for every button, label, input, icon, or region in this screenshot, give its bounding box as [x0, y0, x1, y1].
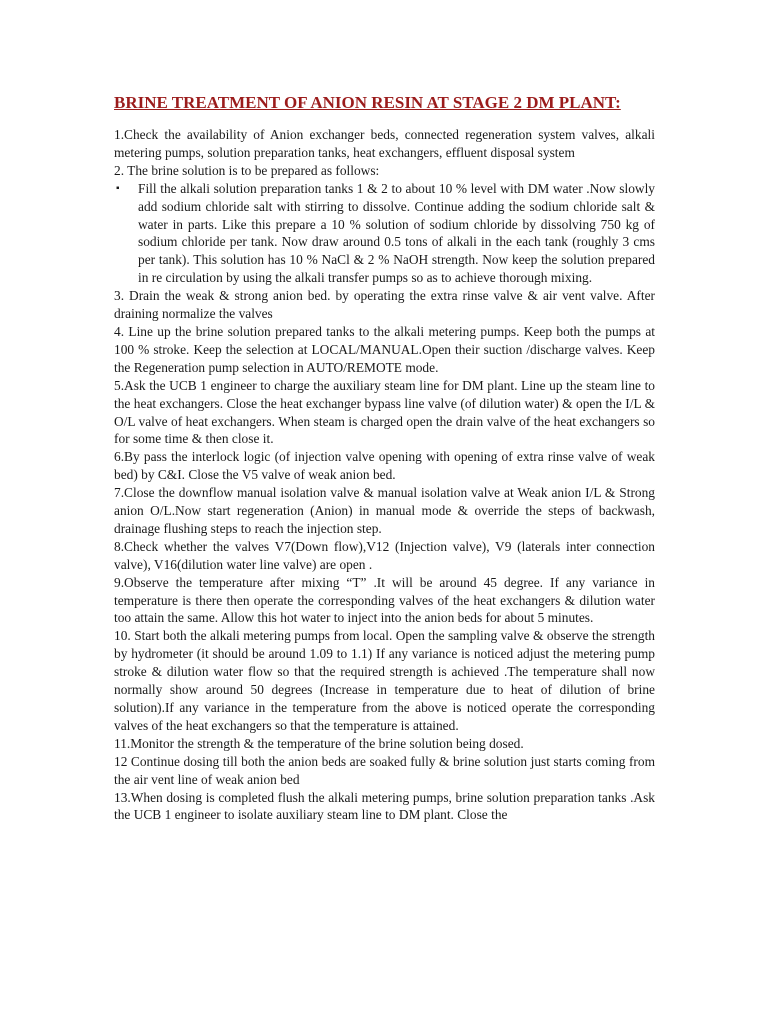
bullet-item [114, 180, 655, 287]
step-8-paragraph: 8.Check whether the valves V7(Down flow),V12 (Injection valve), V9 (laterals inter connection valve), V16(dilution water line valve) are open . [114, 538, 655, 572]
step-1-paragraph: 1.Check the availability of Anion exchanger beds, connected regeneration system valves, alkali metering pumps, solution preparation tanks, heat exchangers, effluent disposal system [114, 127, 655, 160]
step-11-paragraph: 11.Monitor the strength & the temperature of the brine solution being dosed. [114, 735, 524, 751]
step-7-paragraph: 7.Close the downflow manual isolation valve & manual isolation valve at Weak anion I/L & Strong anion O/L.Now start regeneration (Anion) in manual mode & override the steps of backwash, drainage flushing steps to reach the injection step. [114, 485, 655, 536]
document-title: BRINE TREATMENT OF ANION RESIN AT STAGE 2 DM PLANT: [114, 93, 621, 112]
step-13-paragraph: 13.When dosing is completed flush the alkali metering pumps, brine solution preparation tanks .Ask the UCB 1 engineer to isolate auxiliary steam line to DM plant. Close the [114, 789, 655, 823]
step-6-paragraph: 6.By pass the interlock logic (of injection valve opening with opening of extra rinse valve of weak bed) by C&I. Close the V5 valve of weak anion bed. [114, 449, 655, 483]
step-5-paragraph: 5.Ask the UCB 1 engineer to charge the auxiliary steam line for DM plant. Line up the steam line to the heat exchangers. Close the heat exchanger bypass line valve (of dilution water) & open the I/L & O/L valve of heat exchangers. When steam is charged open the drain valve of the heat exchangers so for some time & then close it. [114, 377, 655, 447]
bullet-text: Fill the alkali solution preparation tanks 1 & 2 to about 10 % level with DM water .Now slowly add sodium chloride salt with stirring to dissolve. Continue adding the sodium chloride salt & water in parts. Like this prepare a 10 % solution of sodium chloride by dissolving 750 kg of sodium chloride per tank. Now draw around 0.5 tons of alkali in the each tank (roughly 3 cms per tank). This solution has 10 % NaCl & 2 % NaOH strength. Now keep the solution prepared in re circulation by using the alkali transfer pumps so as to achieve thorough mixing. [138, 180, 655, 286]
step-3-paragraph: 3. Drain the weak & strong anion bed. by operating the extra rinse valve & air vent valve. After draining normalize the valves [114, 288, 655, 322]
document-page [114, 93, 655, 824]
step-2-paragraph: 2. The brine solution is to be prepared as follows: [114, 162, 380, 178]
step-9-paragraph: 9.Observe the temperature after mixing “T” .It will be around 45 degree. If any variance in temperature is there then operate the corresponding valves of the heat exchangers & dilution water too attain the same. Allow this hot water to inject into the anion beds for about 5 minutes. [114, 574, 655, 626]
step-10-paragraph: 10. Start both the alkali metering pumps from local. Open the sampling valve & observe the strength by hydrometer (it should be around 1.09 to 1.1) If any variance is noticed adjust the metering pump stroke & dilution water flow so that the required strength is achieved .The temperature shall now normally show around 50 degrees (Increase in temperature due to heat of dilution of brine solution).If any variance in the temperature from the above is noticed operate the corresponding valves of the heat exchangers so that the temperature is attained. [114, 628, 655, 733]
step-12-paragraph: 12 Continue dosing till both the anion beds are soaked fully & brine solution just starts coming from the air vent line of weak anion bed [114, 753, 655, 787]
square-bullet-icon: ▪ [116, 182, 120, 194]
step-4-paragraph: 4. Line up the brine solution prepared tanks to the alkali metering pumps. Keep both the pumps at 100 % stroke. Keep the selection at LOCAL/MANUAL.Open their suction /discharge valves. Keep the Regeneration pump selection in AUTO/REMOTE mode. [114, 323, 655, 375]
